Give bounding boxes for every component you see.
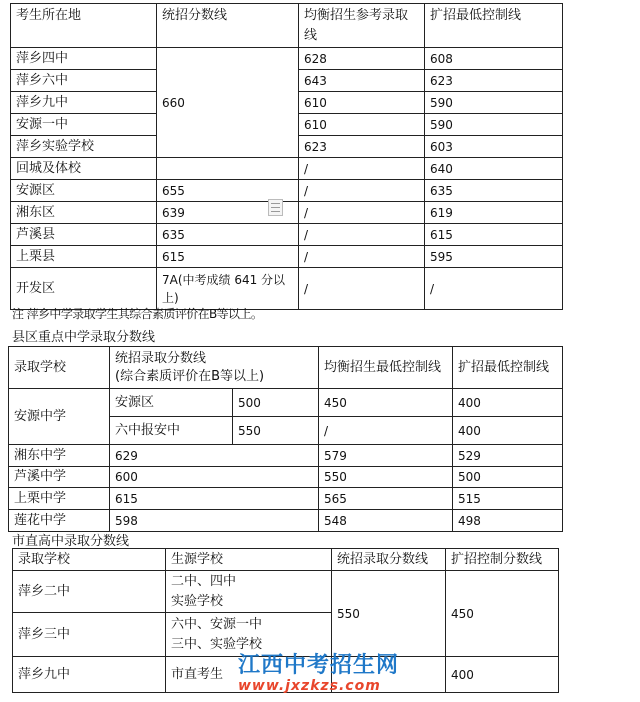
- balanced-cell: 550: [319, 467, 453, 488]
- expand-cell: /: [425, 268, 563, 310]
- table-row: [11, 202, 563, 224]
- table-row: [11, 180, 563, 202]
- expand-cell: 603: [425, 136, 563, 158]
- location-cell: 萍乡九中: [11, 92, 157, 114]
- expand-cell: 619: [425, 202, 563, 224]
- quota-cell: 635: [157, 224, 299, 246]
- balanced-cell: /: [299, 202, 425, 224]
- location-cell: 芦溪县: [11, 224, 157, 246]
- source-cell: 安源区: [110, 389, 233, 417]
- table-row: [9, 467, 563, 488]
- quota-cell: 600: [110, 467, 319, 488]
- quota-cell: 655: [157, 180, 299, 202]
- balanced-cell: 579: [319, 445, 453, 467]
- school-cell: 安源中学: [9, 389, 110, 445]
- balanced-cell: 610: [299, 92, 425, 114]
- header-quota: 统招录取分数线: [332, 549, 446, 571]
- balanced-cell: 450: [319, 389, 453, 417]
- balanced-cell: 623: [299, 136, 425, 158]
- source-cell: 二中、四中 实验学校: [166, 571, 332, 613]
- table-row: [9, 488, 563, 510]
- balanced-cell: /: [299, 180, 425, 202]
- quota-cell: 550: [233, 417, 319, 445]
- city-high-school-score-table: [10, 3, 563, 310]
- quota-cell: 615: [157, 246, 299, 268]
- table-row: [9, 445, 563, 467]
- table-header-row: [9, 347, 563, 389]
- expand-cell: 590: [425, 114, 563, 136]
- header-balanced: 均衡招生参考录取线: [299, 4, 425, 48]
- footnote: 注 萍乡中学录取学生其综合素质评价在B等以上。: [12, 307, 263, 321]
- document-icon: [268, 199, 283, 216]
- quota-cell: 629: [110, 445, 319, 467]
- quota-cell: 615: [110, 488, 319, 510]
- expand-cell: 500: [453, 467, 563, 488]
- expand-cell: 623: [425, 70, 563, 92]
- header-school: 录取学校: [13, 549, 166, 571]
- section-title-city: 市直高中录取分数线: [12, 534, 130, 549]
- header-expand: 扩招最低控制线: [425, 4, 563, 48]
- table-header-row: [13, 549, 559, 571]
- expand-cell: 590: [425, 92, 563, 114]
- header-expand: 扩招最低控制线: [453, 347, 563, 389]
- balanced-cell: /: [299, 158, 425, 180]
- header-source: 生源学校: [166, 549, 332, 571]
- balanced-cell: /: [299, 268, 425, 310]
- expand-cell: 498: [453, 510, 563, 532]
- shared-quota-cell: 550: [332, 571, 446, 657]
- school-cell: 萍乡九中: [13, 657, 166, 693]
- location-cell: 安源一中: [11, 114, 157, 136]
- location-cell: 萍乡六中: [11, 70, 157, 92]
- expand-cell: 608: [425, 48, 563, 70]
- county-school-score-table: [8, 346, 563, 532]
- location-cell: 萍乡四中: [11, 48, 157, 70]
- balanced-cell: 565: [319, 488, 453, 510]
- table-row: [13, 571, 559, 613]
- expand-cell: 529: [453, 445, 563, 467]
- school-cell: 湘东中学: [9, 445, 110, 467]
- location-cell: 安源区: [11, 180, 157, 202]
- expand-cell: 400: [453, 417, 563, 445]
- expand-cell: 515: [453, 488, 563, 510]
- header-expand: 扩招控制分数线: [446, 549, 559, 571]
- watermark-url: www.jxzkzs.com: [238, 678, 381, 694]
- table-row: [11, 158, 563, 180]
- expand-cell: 615: [425, 224, 563, 246]
- expand-cell: 400: [446, 657, 559, 693]
- section-title-county: 县区重点中学录取分数线: [12, 330, 156, 345]
- source-cell: 六中、安源一中 三中、实验学校: [166, 613, 332, 657]
- shared-quota-cell: 660: [157, 48, 299, 158]
- source-cell: 市直考生: [166, 657, 332, 693]
- school-cell: 萍乡二中: [13, 571, 166, 613]
- school-cell: 上栗中学: [9, 488, 110, 510]
- quota-cell: 500: [233, 389, 319, 417]
- balanced-cell: 643: [299, 70, 425, 92]
- table-row: [11, 268, 563, 310]
- quota-cell: 598: [110, 510, 319, 532]
- quota-cell: 639: [157, 202, 299, 224]
- school-cell: 莲花中学: [9, 510, 110, 532]
- expand-cell: 640: [425, 158, 563, 180]
- location-cell: 回城及体校: [11, 158, 157, 180]
- header-location: 考生所在地: [11, 4, 157, 48]
- header-quota: 统招录取分数线 (综合素质评价在B等以上): [110, 347, 319, 389]
- balanced-cell: 610: [299, 114, 425, 136]
- location-cell: 上栗县: [11, 246, 157, 268]
- school-cell: 芦溪中学: [9, 467, 110, 488]
- shared-expand-cell: 450: [446, 571, 559, 657]
- source-cell: 六中报安中: [110, 417, 233, 445]
- table-row: [11, 246, 563, 268]
- expand-cell: 400: [453, 389, 563, 417]
- header-quota: 统招分数线: [157, 4, 299, 48]
- balanced-cell: /: [299, 246, 425, 268]
- location-cell: 开发区: [11, 268, 157, 310]
- expand-cell: 635: [425, 180, 563, 202]
- quota-cell: [157, 158, 299, 180]
- header-balanced: 均衡招生最低控制线: [319, 347, 453, 389]
- balanced-cell: /: [319, 417, 453, 445]
- location-cell: 萍乡实验学校: [11, 136, 157, 158]
- table-row: [9, 389, 563, 417]
- location-cell: 湘东区: [11, 202, 157, 224]
- table-row: [9, 510, 563, 532]
- balanced-cell: /: [299, 224, 425, 246]
- table-header-row: [11, 4, 563, 48]
- balanced-cell: 628: [299, 48, 425, 70]
- header-school: 录取学校: [9, 347, 110, 389]
- watermark-brand: 江西中考招生网: [238, 653, 400, 678]
- table-row: [11, 224, 563, 246]
- expand-cell: 595: [425, 246, 563, 268]
- balanced-cell: 548: [319, 510, 453, 532]
- table-row: [11, 48, 563, 70]
- quota-cell: 7A(中考成绩 641 分以上): [157, 268, 299, 310]
- site-watermark-logo: [238, 654, 408, 700]
- school-cell: 萍乡三中: [13, 613, 166, 657]
